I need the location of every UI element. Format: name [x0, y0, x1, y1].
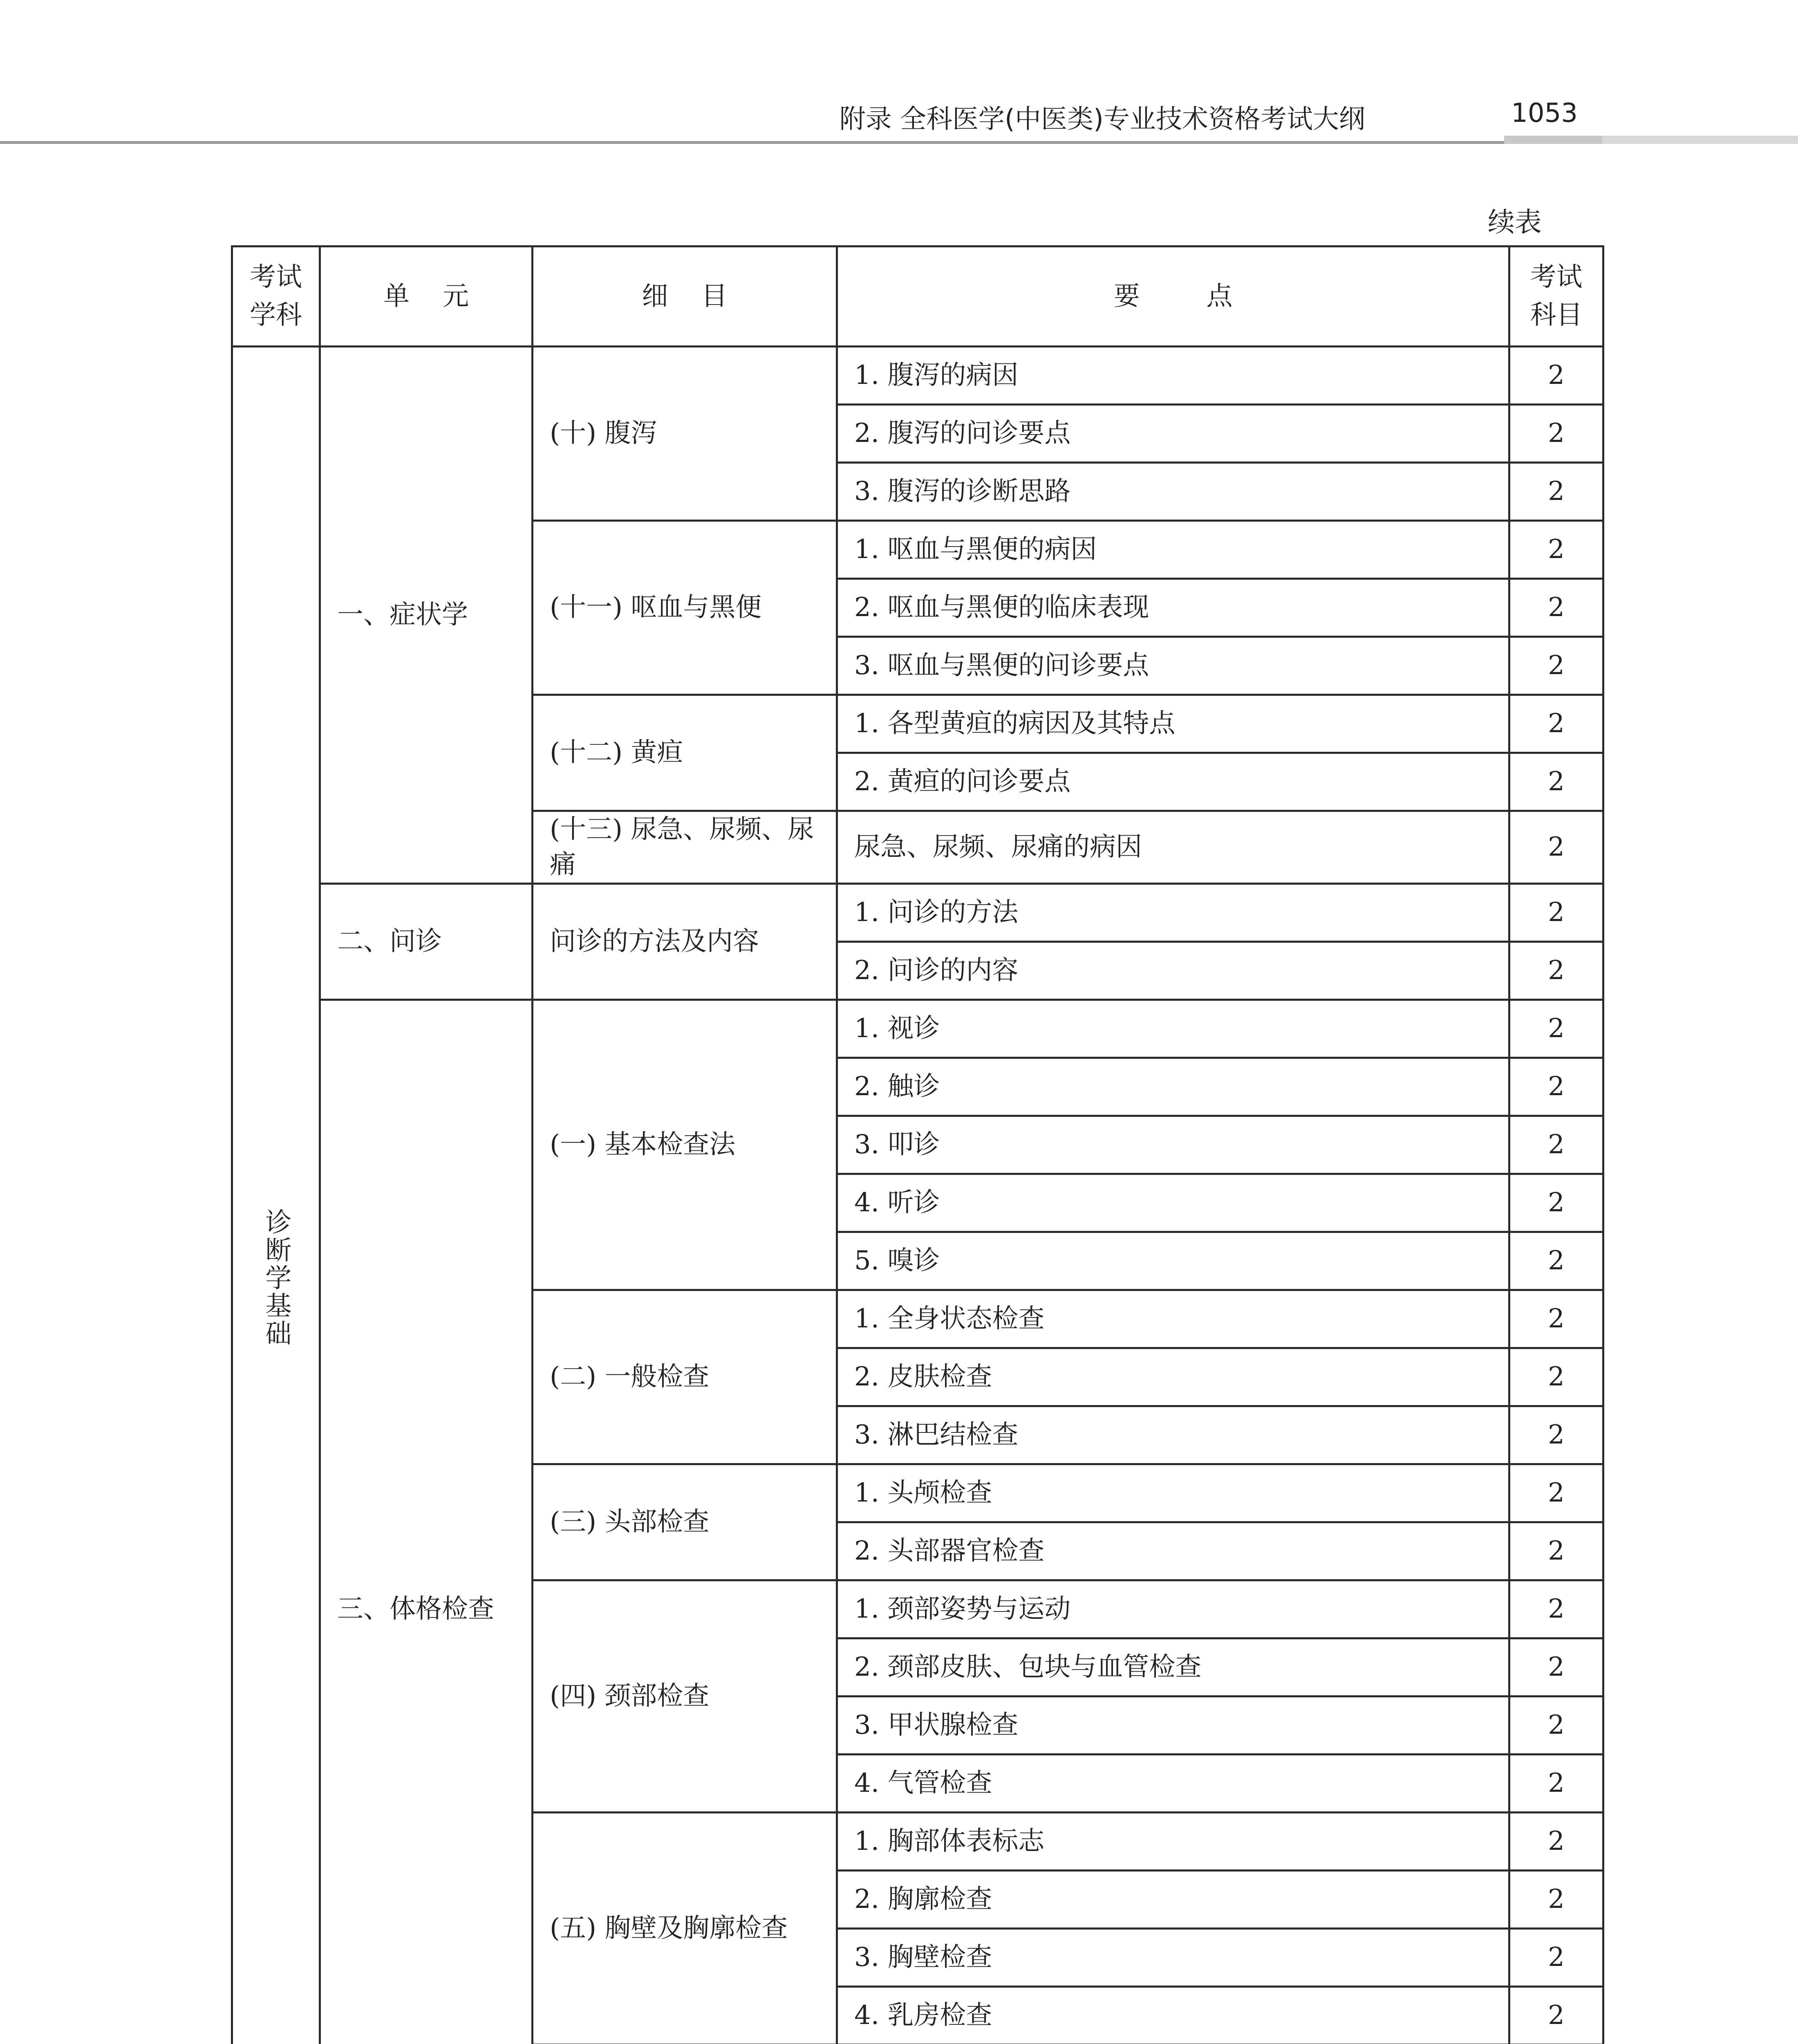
exam-subject-cell: 2 — [1509, 405, 1603, 463]
point-cell: 3. 淋巴结检查 — [837, 1406, 1509, 1464]
exam-subject-cell: 2 — [1509, 1928, 1603, 1986]
exam-subject-cell: 2 — [1509, 695, 1603, 753]
point-cell: 2. 胸廓检查 — [837, 1870, 1509, 1928]
subject-cell — [232, 347, 320, 2044]
continued-label: 续表 — [1488, 206, 1542, 238]
item-cell: (十一) 呕血与黑便 — [533, 521, 837, 695]
table-body — [232, 347, 1603, 2044]
exam-subject-cell: 2 — [1509, 1058, 1603, 1116]
point-cell: 3. 叩诊 — [837, 1116, 1509, 1174]
point-cell: 2. 头部器官检查 — [837, 1522, 1509, 1580]
point-cell: 1. 问诊的方法 — [837, 883, 1509, 941]
running-header — [0, 86, 1602, 147]
subject-text: 诊断学基础 — [261, 1208, 291, 1348]
unit-cell: 二、问诊 — [320, 883, 533, 1000]
point-cell: 1. 头颅检查 — [837, 1464, 1509, 1522]
point-cell: 3. 呕血与黑便的问诊要点 — [837, 637, 1509, 695]
col-header-subject — [232, 247, 320, 347]
exam-subject-cell: 2 — [1509, 637, 1603, 695]
point-cell: 1. 胸部体表标志 — [837, 1812, 1509, 1870]
point-cell: 1. 腹泻的病因 — [837, 347, 1509, 405]
page-number: 1053 — [1511, 98, 1578, 128]
header-rule — [0, 141, 1602, 144]
item-cell: (三) 头部检查 — [533, 1464, 837, 1580]
exam-subject-cell: 2 — [1509, 753, 1603, 811]
exam-subject-cell: 2 — [1509, 1696, 1603, 1754]
exam-subject-cell: 2 — [1509, 1406, 1603, 1464]
point-cell: 3. 腹泻的诊断思路 — [837, 463, 1509, 521]
item-cell: (五) 胸壁及胸廓检查 — [533, 1812, 837, 2044]
item-cell: (四) 颈部检查 — [533, 1580, 837, 1812]
exam-subject-cell: 2 — [1509, 1638, 1603, 1696]
exam-subject-cell: 2 — [1509, 1232, 1603, 1290]
header-rule-tail — [1602, 136, 1798, 144]
item-cell: (十三) 尿急、尿频、尿痛 — [533, 811, 837, 884]
point-cell: 4. 乳房检查 — [837, 1986, 1509, 2044]
point-cell: 2. 黄疸的问诊要点 — [837, 753, 1509, 811]
item-cell: (十二) 黄疸 — [533, 695, 837, 811]
exam-subject-cell: 2 — [1509, 1000, 1603, 1058]
point-cell: 3. 甲状腺检查 — [837, 1696, 1509, 1754]
exam-subject-cell: 2 — [1509, 1290, 1603, 1348]
col-header-exam — [1509, 247, 1603, 347]
exam-subject-cell: 2 — [1509, 1522, 1603, 1580]
point-cell: 2. 颈部皮肤、包块与血管检查 — [837, 1638, 1509, 1696]
point-cell: 2. 皮肤检查 — [837, 1348, 1509, 1406]
exam-subject-cell: 2 — [1509, 1812, 1603, 1870]
item-cell: (十) 腹泻 — [533, 347, 837, 521]
item-cell: 问诊的方法及内容 — [533, 883, 837, 1000]
point-cell: 尿急、尿频、尿痛的病因 — [837, 811, 1509, 884]
exam-outline-table — [231, 245, 1604, 2044]
point-cell: 3. 胸壁检查 — [837, 1928, 1509, 1986]
exam-subject-cell: 2 — [1509, 1986, 1603, 2044]
exam-subject-cell: 2 — [1509, 463, 1603, 521]
point-cell: 4. 气管检查 — [837, 1754, 1509, 1812]
point-cell: 2. 腹泻的问诊要点 — [837, 405, 1509, 463]
table-row — [232, 883, 1603, 941]
running-title: 附录 全科医学(中医类)专业技术资格考试大纲 — [839, 104, 1365, 134]
point-cell: 2. 呕血与黑便的临床表现 — [837, 579, 1509, 637]
point-cell: 2. 问诊的内容 — [837, 941, 1509, 1000]
point-cell: 5. 嗅诊 — [837, 1232, 1509, 1290]
exam-subject-cell: 2 — [1509, 521, 1603, 579]
table-row — [232, 347, 1603, 405]
item-cell: (二) 一般检查 — [533, 1290, 837, 1464]
col-header-unit: 单 元 — [320, 247, 533, 347]
col-header-item: 细 目 — [533, 247, 837, 347]
unit-cell: 三、体格检查 — [320, 1000, 533, 2044]
point-cell: 1. 视诊 — [837, 1000, 1509, 1058]
col-header-exam-text: 考试 科目 — [1530, 262, 1583, 330]
exam-subject-cell: 2 — [1509, 941, 1603, 1000]
exam-subject-cell: 2 — [1509, 1870, 1603, 1928]
exam-subject-cell: 2 — [1509, 1116, 1603, 1174]
exam-subject-cell: 2 — [1509, 1348, 1603, 1406]
exam-subject-cell: 2 — [1509, 1174, 1603, 1232]
table-header-row — [232, 247, 1603, 347]
table-row — [232, 1000, 1603, 1058]
exam-subject-cell: 2 — [1509, 1754, 1603, 1812]
header-rule-accent — [1504, 136, 1602, 144]
point-cell: 1. 呕血与黑便的病因 — [837, 521, 1509, 579]
exam-subject-cell: 2 — [1509, 883, 1603, 941]
item-cell: (一) 基本检查法 — [533, 1000, 837, 1290]
exam-subject-cell: 2 — [1509, 811, 1603, 884]
point-cell: 1. 全身状态检查 — [837, 1290, 1509, 1348]
point-cell: 1. 各型黄疸的病因及其特点 — [837, 695, 1509, 753]
exam-subject-cell: 2 — [1509, 1464, 1603, 1522]
exam-subject-cell: 2 — [1509, 579, 1603, 637]
exam-subject-cell: 2 — [1509, 1580, 1603, 1638]
unit-cell: 一、症状学 — [320, 347, 533, 884]
point-cell: 1. 颈部姿势与运动 — [837, 1580, 1509, 1638]
col-header-subject-text: 考试 学科 — [250, 262, 302, 330]
exam-subject-cell: 2 — [1509, 347, 1603, 405]
point-cell: 4. 听诊 — [837, 1174, 1509, 1232]
point-cell: 2. 触诊 — [837, 1058, 1509, 1116]
col-header-points: 要 点 — [837, 247, 1509, 347]
